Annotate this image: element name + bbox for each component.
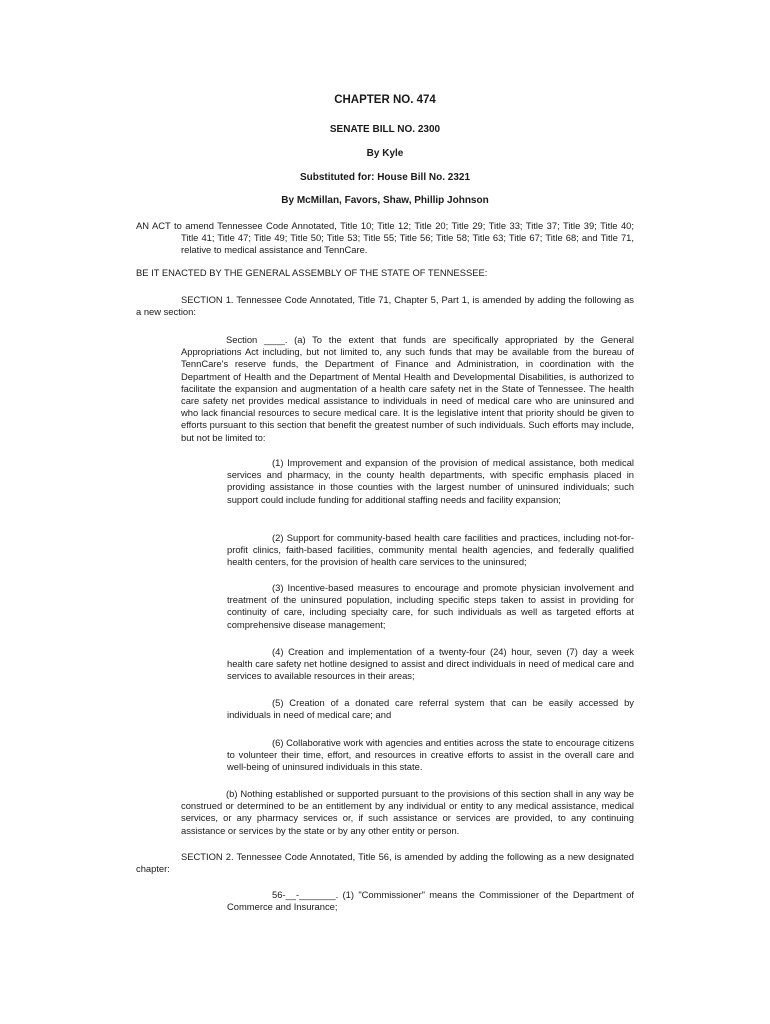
definition-1: 56-__-_______. (1) "Commissioner" means the Commissioner of the Department of Commerce and Insurance; [227,889,634,913]
item-4: (4) Creation and implementation of a twenty-four (24) hour, seven (7) day a week health care safety net hotline designed to assist and direct individuals in need of medical care and services to available resources in their areas; [227,646,634,682]
item-6: (6) Collaborative work with agencies and entities across the state to encourage citizens to volunteer their time, effort, and resources in creative efforts to assist in the overall care and well-being of uninsured individuals in this state. [227,737,634,773]
cosponsors: By McMillan, Favors, Shaw, Phillip Johnson [281,195,489,206]
bill-number: SENATE BILL NO. 2300 [329,124,441,135]
subsection-a: Section ____. (a) To the extent that funds are specifically appropriated by the General Appropriations Act including, but not limited to, any such funds that may be available from the bureau of TennCare's reserve funds, the Department of Finance and Administration, in coordination with the Department of Health and the Department of Mental Health and Developmental Disabilities, is authorized to facilitate the expansion and augmentation of a health care safety net in the State of Tennessee. The health care safety net provides medical assistance to individuals in need of medical care who are uninsured and who lack financial resources to secure medical care. It is the legislative intent that priority should be given to efforts pursuant to this section that benefit the greatest number of such individuals. Such efforts may include, but not be limited to: [181,334,634,443]
subsection-b: (b) Nothing established or supported pursuant to the provisions of this section shall in any way be construed or determined to be an entitlement by any individual or entity to any medical assistance, medical services, or any pharmacy services or, if such assistance or services are provided, to any continuing assistance or services by the state or by any other entity or person. [181,788,634,836]
section-1: SECTION 1. Tennessee Code Annotated, Title 71, Chapter 5, Part 1, is amended by adding the following as a new section: [136,294,634,318]
enacting-clause: BE IT ENACTED BY THE GENERAL ASSEMBLY OF THE STATE OF TENNESSEE: [136,267,488,278]
substituted-for: Substituted for: House Bill No. 2321 [299,172,471,183]
item-1: (1) Improvement and expansion of the provision of medical assistance, both medical services and pharmacy, in the county health departments, with specific emphasis placed in providing assistance in those counties with the largest number of uninsured individuals; such support could include funding for additional staffing needs and facility expansion; [227,457,634,505]
chapter-title: CHAPTER NO. 474 [334,94,436,106]
item-2: (2) Support for community-based health care facilities and practices, including not-for-profit clinics, faith-based facilities, community mental health agencies, and federally qualified health centers, for the provision of health care services to the uninsured; [227,532,634,568]
item-3: (3) Incentive-based measures to encourage and promote physician involvement and treatment of the uninsured population, including specific steps taken to assist in providing for continuity of care, including specialty care, for such individuals as well as targeted efforts at comprehensive disease management; [227,582,634,630]
sponsor: By Kyle [366,148,404,159]
act-paragraph: AN ACT to amend Tennessee Code Annotated, Title 10; Title 12; Title 20; Title 29; Title 33; Title 37; Title 39; Title 40; Title 41; Title 47; Title 49; Title 50; Title 53; Title 55; Title 56; Title 58; Title 63; Title 67; Title 68; and Title 71, relative to medical assistance and TennCare. [136,220,634,256]
section-2: SECTION 2. Tennessee Code Annotated, Title 56, is amended by adding the following as a new designated chapter: [136,851,634,875]
item-5: (5) Creation of a donated care referral system that can be easily accessed by individuals in need of medical care; and [227,697,634,721]
